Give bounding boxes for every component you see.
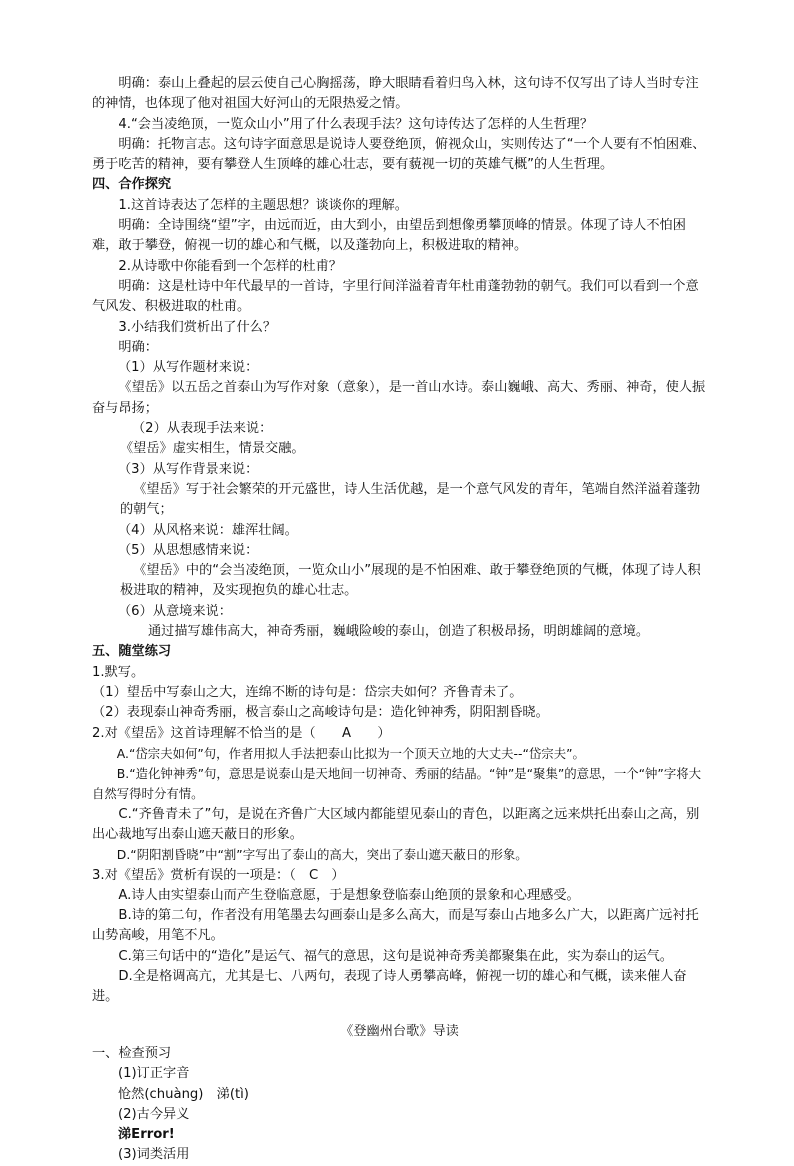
exercise-option: D.“阴阳割昏晓”中“割”字写出了泰山的高大，突出了泰山遮天蔽日的形象。 [116,847,528,863]
exercise-item: （1）望岳中写泰山之大，连绵不断的诗句是：岱宗夫如何？齐鲁青未了。 [92,684,523,700]
preview-item: 怆然(chuàng) 涕(tì) [118,1086,249,1102]
section-heading: 一、检查预习 [92,1045,172,1061]
summary-point-heading: （6）从意境来说： [118,603,232,619]
question-item: 1.这首诗表达了怎样的主题思想？谈谈你的理解。 [118,197,408,213]
answer-paragraph: 明确：泰山上叠起的层云使自己心胸摇荡，睁大眼睛看着归鸟入林，这句诗不仅写出了诗人当时专注的神情，也体现了他对祖国大好河山的无限热爱之情。 [92,76,699,112]
preview-item: 涕Error! [118,1127,175,1143]
exercise-item: 1.默写。 [92,664,145,680]
exercise-question: 3.对《望岳》赏析有误的一项是：（ C ） [92,867,345,883]
exercise-option: D.全是格调高亢，尤其是七、八两句，表现了诗人勇攀高峰，俯视一切的雄心和气概，读来催人奋进。 [92,969,687,1005]
answer-paragraph: 明确：这是杜诗中年代最早的一首诗，字里行间洋溢着青年杜甫蓬勃勃的朝气。我们可以看到一个意气风发、积极进取的杜甫。 [92,278,699,315]
exercise-option: B.“造化钟神秀”句，意思是说泰山是天地间一切神奇、秀丽的结晶。“钟”是“聚集”的意思，一个“钟”字将大自然写得时分有情。 [92,766,701,802]
question-item: 2.从诗歌中你能看到一个怎样的杜甫？ [118,258,342,274]
section-heading: 五、随堂练习 [92,644,172,660]
summary-point-heading: （3）从写作背景来说： [118,461,259,477]
answer-paragraph: 明确：全诗围绕“望”字，由远而近，由大到小，由望岳到想像勇攀顶峰的情景。体现了诗人不怕困难，敢于攀登，俯视一切的雄心和气概，以及蓬勃向上，积极进取的精神。 [92,218,686,254]
exercise-option: A.“岱宗夫如何”句，作者用拟人手法把泰山比拟为一个顶天立地的大丈夫--“岱宗夫”。 [116,745,585,761]
exercise-question: 2.对《望岳》这首诗理解不恰当的是（ A ） [92,725,391,741]
answer-label: 明确： [118,339,158,355]
summary-point-heading: （2）从表现手法来说： [132,421,273,437]
answer-paragraph: 明确：托物言志。这句诗字面意思是说诗人要登绝顶，俯视众山，实则传达了“一个人要有不怕困难、勇于吃苦的精神，要有攀登人生顶峰的雄心壮志，要有藐视一切的英雄气概”的人生哲理。 [92,136,706,173]
exercise-option: C.第三句话中的“造化”是运气、福气的意思，这句是说神奇秀美都聚集在此，实为泰山的运气。 [118,948,673,964]
preview-item: (3)词类活用 [118,1147,190,1163]
summary-point-heading: （1）从写作题材来说： [118,360,259,376]
summary-point-text: 通过描写雄伟高大，神奇秀丽，巍峨险峻的泰山，创造了积极昂扬，明朗雄阔的意境。 [148,624,650,640]
exercise-option: B.诗的第二句，作者没有用笔墨去勾画泰山是多么高大，而是写泰山占地多么广大，以距离广远衬托山势高峻，用笔不凡。 [92,908,699,944]
question-item: 3.小结我们赏析出了什么？ [118,319,277,335]
summary-point-text: 《望岳》虚实相生，情景交融。 [120,441,305,457]
exercise-item: （2）表现泰山神奇秀丽，极言泰山之高峻诗句是：造化钟神秀，阴阳割昏晓。 [92,705,549,721]
summary-point-text: 《望岳》中的“会当凌绝顶，一览众山小”展现的是不怕困难、敢于攀登绝顶的气概，体现了诗人积极进取的精神，及实现抱负的雄心壮志。 [120,563,701,599]
document-page [92,74,707,1166]
question-item: 4.“会当凌绝顶，一览众山小”用了什么表现手法？这句诗传达了怎样的人生哲理？ [118,116,594,132]
summary-point-heading: （4）从风格来说：雄浑壮阔。 [118,522,298,538]
exercise-option: A.诗人由实望泰山而产生登临意愿，于是想象登临泰山绝顶的景象和心理感受。 [118,887,580,903]
section-title: 《登幽州台歌》导读 [340,1023,459,1039]
exercise-option: C.“齐鲁青未了”句，是说在齐鲁广大区域内都能望见泰山的青色，以距离之远来烘托出泰山之高，别出心裁地写出泰山遮天蔽日的形象。 [92,806,700,842]
section-heading: 四、合作探究 [92,177,172,193]
summary-point-text: 《望岳》写于社会繁荣的开元盛世，诗人生活优越，是一个意气风发的青年，笔端自然洋溢着蓬勃的朝气； [120,481,701,518]
preview-item: (1)订正字音 [118,1066,190,1082]
preview-item: (2)古今异义 [118,1106,190,1122]
summary-point-heading: （5）从思想感情来说： [118,542,259,558]
summary-point-text: 《望岳》以五岳之首泰山为写作对象（意象），是一首山水诗。泰山巍峨、高大、秀丽、神奇，使人振奋与昂扬； [92,380,706,416]
